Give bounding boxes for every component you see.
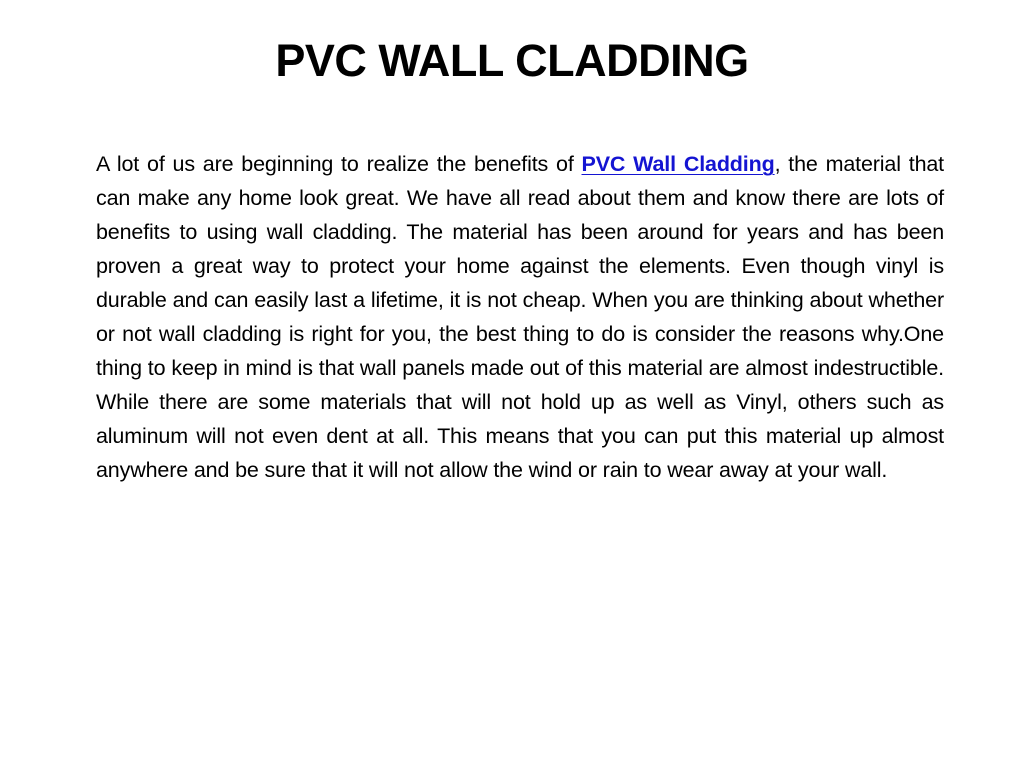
slide-body-paragraph: [96, 147, 944, 487]
pvc-wall-cladding-link[interactable]: PVC Wall Cladding: [581, 152, 775, 176]
body-text-intro: A lot of us are beginning to realize the benefits of: [96, 152, 582, 176]
slide-title: PVC WALL CLADDING: [275, 35, 749, 86]
body-text-main: , the material that can make any home look great. We have all read about them and know there are lots of benefits to using wall cladding. The material has been around for years and has been proven a great way to protect your home against the elements. Even though vinyl is durable and can easily last a lifetime, it is not cheap. When you are thinking about whether or not wall cladding is right for you, the best thing to do is consider the reasons why.One thing to keep in mind is that wall panels made out of this material are almost indestructible. While there are some materials that will not hold up as well as Vinyl, others such as aluminum will not even dent at all. This means that you can put this material up almost anywhere and be sure that it will not allow the wind or rain to wear away at your wall.: [96, 152, 945, 482]
